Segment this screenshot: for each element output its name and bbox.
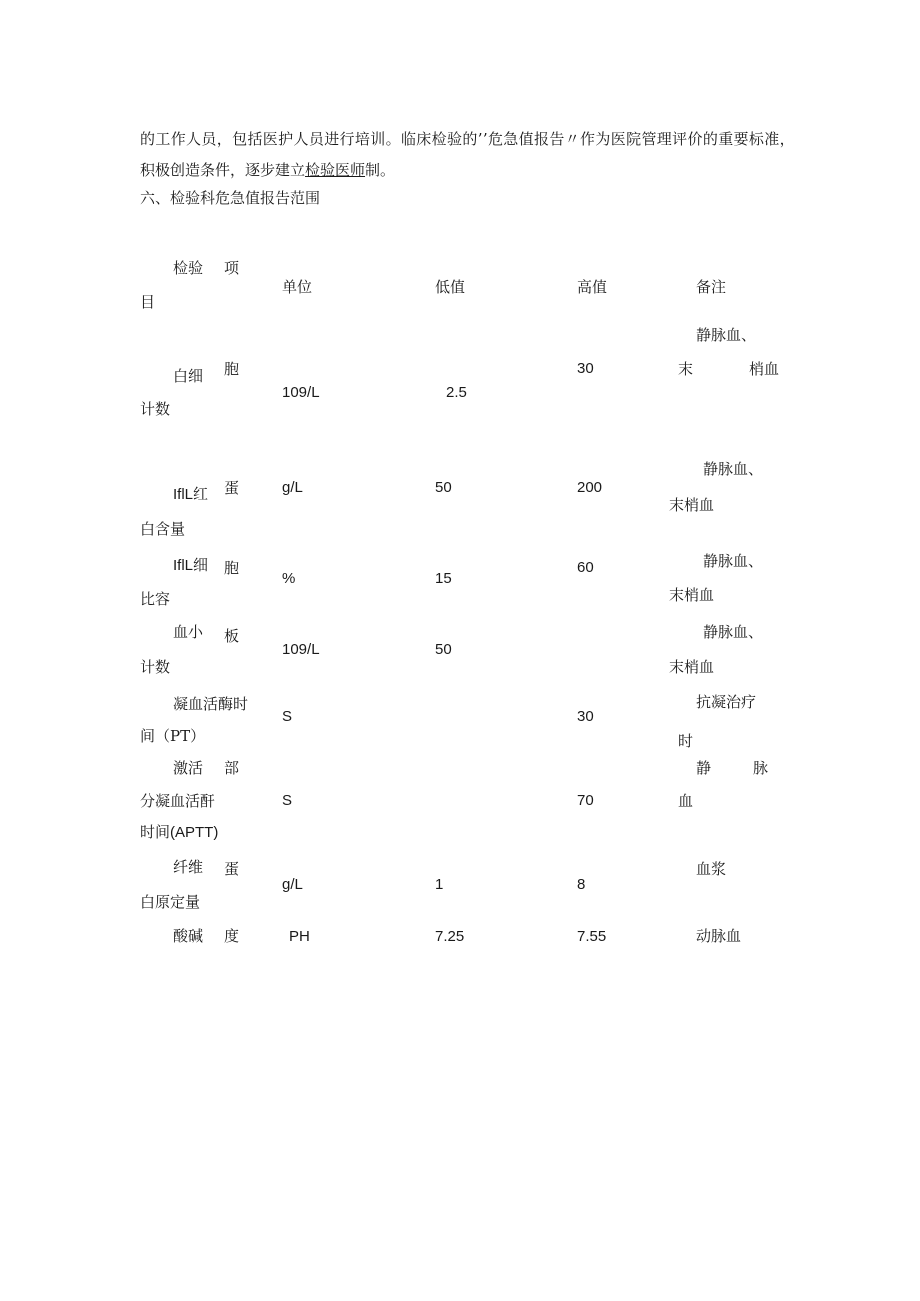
row-item: 分凝血活酐	[140, 792, 216, 810]
header-note: 备注	[696, 278, 727, 296]
row-unit: PH	[289, 928, 310, 945]
row-item: 计数	[140, 658, 171, 676]
row-item: 蛋	[224, 860, 240, 878]
row-note: 末	[678, 360, 694, 378]
row-item: IflL红	[173, 486, 209, 503]
row-item: 纤维	[173, 858, 204, 876]
row-note: 动脉血	[696, 927, 742, 945]
row-item: 激活	[173, 759, 204, 777]
row-high: 8	[577, 876, 586, 893]
row-high: 30	[577, 360, 594, 377]
row-item: 胞	[224, 360, 240, 378]
row-unit: S	[282, 792, 293, 809]
header-low: 低值	[435, 278, 466, 296]
lab-physician-link[interactable]: 检验医师	[305, 161, 366, 179]
row-item: 比容	[140, 590, 171, 608]
row-note: 静脉血、	[696, 326, 757, 344]
paragraph-text: 积极创造条件，逐步建立	[140, 161, 306, 179]
row-note: 静	[696, 759, 712, 777]
row-item: 酸碱	[173, 927, 204, 945]
row-unit: S	[282, 708, 293, 725]
header-item: 目	[140, 293, 156, 311]
row-low: 7.25	[435, 928, 465, 945]
row-note: 时	[678, 732, 694, 750]
row-item: 度	[224, 927, 240, 945]
row-item: 白含量	[140, 520, 186, 538]
row-unit: g/L	[282, 876, 303, 893]
row-high: 200	[577, 479, 603, 496]
section-heading: 六、检验科危急值报告范围	[140, 189, 321, 207]
paragraph-line-1: 的工作人员，包括医护人员进行培训。临床检验的’’危急值报告〃作为医院管理评价的重要标准，	[140, 130, 795, 148]
row-unit: 109/L	[282, 384, 320, 401]
row-note: 末梢血	[669, 658, 715, 676]
row-item: 间（PT）	[140, 727, 206, 745]
paragraph-text: 制。	[365, 161, 396, 179]
header-item: 项	[224, 259, 240, 277]
row-note: 末梢血	[669, 586, 715, 604]
row-item: 板	[224, 627, 240, 645]
header-unit: 单位	[282, 278, 313, 296]
row-low: 50	[435, 641, 452, 658]
row-high: 70	[577, 792, 594, 809]
row-high: 60	[577, 559, 594, 576]
row-item: 血小	[173, 623, 204, 641]
row-item: 白原定量	[140, 893, 201, 911]
row-high: 7.55	[577, 928, 607, 945]
row-item: 时间(APTT)	[140, 824, 219, 841]
row-note: 血	[678, 792, 694, 810]
row-unit: 109/L	[282, 641, 320, 658]
row-note: 脉	[753, 759, 769, 777]
row-unit: %	[282, 570, 296, 587]
row-item: 凝血活酶时	[173, 695, 249, 713]
row-item: 部	[224, 759, 240, 777]
row-note: 末梢血	[669, 496, 715, 514]
row-low: 2.5	[446, 384, 467, 401]
row-note: 抗凝治疗	[696, 693, 757, 711]
header-high: 高值	[577, 278, 608, 296]
row-high: 30	[577, 708, 594, 725]
row-note: 血浆	[696, 860, 727, 878]
row-item: IflL细	[173, 557, 209, 574]
header-item: 检验	[173, 259, 204, 277]
row-note: 静脉血、	[703, 460, 764, 478]
row-note: 梢血	[749, 360, 780, 378]
row-low: 15	[435, 570, 452, 587]
row-item: 胞	[224, 559, 240, 577]
row-item: 蛋	[224, 479, 240, 497]
row-low: 1	[435, 876, 444, 893]
row-note: 静脉血、	[703, 552, 764, 570]
paragraph-line-2	[140, 161, 395, 179]
row-item: 计数	[140, 400, 171, 418]
row-item: 白细	[173, 367, 204, 385]
row-note: 静脉血、	[703, 623, 764, 641]
row-unit: g/L	[282, 479, 303, 496]
row-low: 50	[435, 479, 452, 496]
